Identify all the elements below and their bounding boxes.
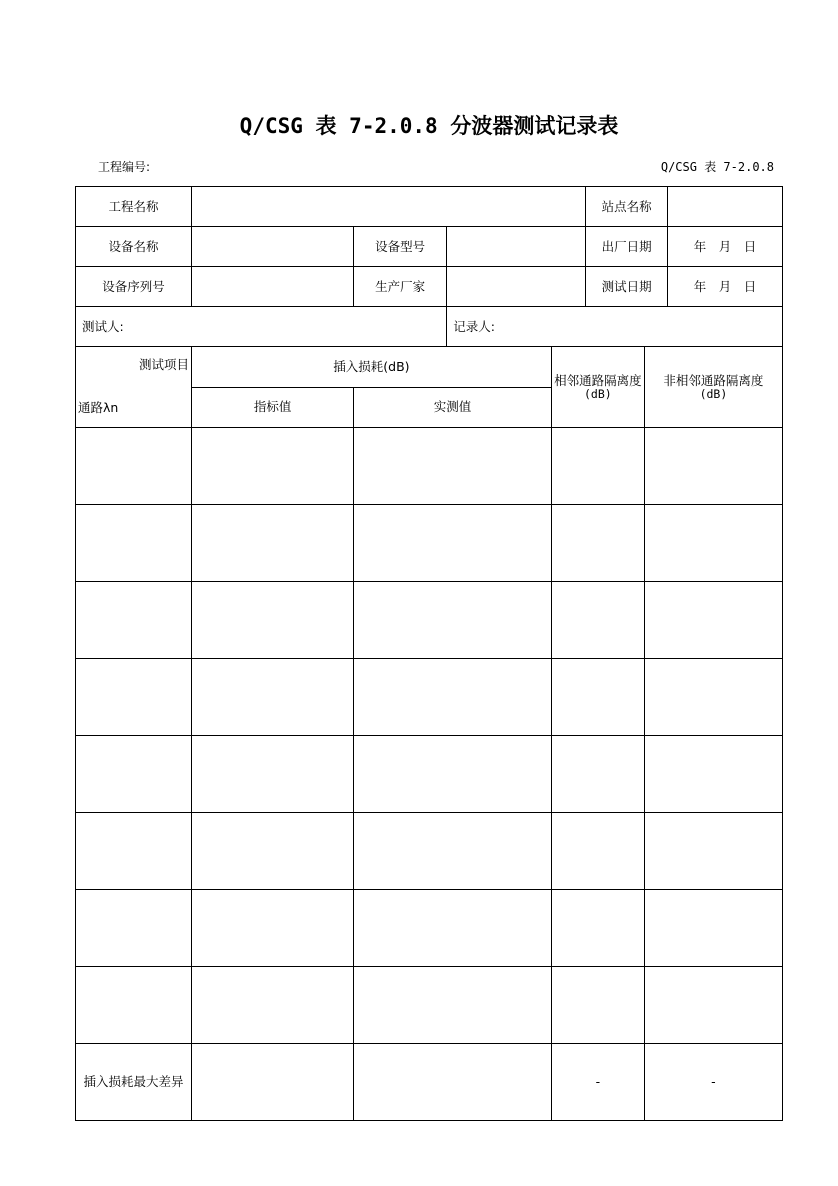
project-name-field[interactable] bbox=[192, 187, 586, 227]
channel-cell[interactable] bbox=[76, 582, 192, 659]
project-number-label: 工程编号: bbox=[98, 160, 151, 174]
manufacturer-field[interactable] bbox=[447, 267, 586, 307]
channel-cell[interactable] bbox=[76, 736, 192, 813]
form-code: Q/CSG 表 7-2.0.8 bbox=[660, 160, 774, 174]
record-table bbox=[75, 186, 783, 1121]
manufacturer-label: 生产厂家 bbox=[354, 267, 447, 307]
non-adjacent-isolation-header bbox=[644, 347, 782, 428]
adjacent-isolation-header bbox=[551, 347, 644, 428]
adjacent-isolation-cell[interactable] bbox=[551, 428, 644, 505]
summary-spec-cell[interactable] bbox=[192, 1044, 354, 1121]
measured-cell[interactable] bbox=[354, 736, 552, 813]
data-row bbox=[76, 890, 783, 967]
measured-cell[interactable] bbox=[354, 967, 552, 1044]
equipment-model-label: 设备型号 bbox=[354, 227, 447, 267]
non-adjacent-isolation-title: 非相邻通路隔离度 bbox=[663, 372, 764, 388]
channel-cell[interactable] bbox=[76, 428, 192, 505]
summary-label: 插入损耗最大差异 bbox=[76, 1044, 192, 1121]
spec-cell[interactable] bbox=[192, 890, 354, 967]
data-row bbox=[76, 967, 783, 1044]
measured-cell[interactable] bbox=[354, 582, 552, 659]
project-name-label: 工程名称 bbox=[76, 187, 192, 227]
non-adjacent-isolation-cell[interactable] bbox=[644, 967, 782, 1044]
insertion-loss-header: 插入损耗(dB) bbox=[192, 347, 552, 388]
data-row bbox=[76, 813, 783, 890]
non-adjacent-isolation-cell[interactable] bbox=[644, 736, 782, 813]
document-title: Q/CSG 表 7-2.0.8 分波器测试记录表 bbox=[239, 114, 619, 138]
spec-cell[interactable] bbox=[192, 582, 354, 659]
serial-number-label: 设备序列号 bbox=[76, 267, 192, 307]
channel-cell[interactable] bbox=[76, 967, 192, 1044]
diagonal-header-cell bbox=[76, 347, 192, 428]
adjacent-isolation-cell[interactable] bbox=[551, 813, 644, 890]
measured-cell[interactable] bbox=[354, 659, 552, 736]
non-adjacent-isolation-cell[interactable] bbox=[644, 428, 782, 505]
non-adjacent-isolation-cell[interactable] bbox=[644, 659, 782, 736]
data-row bbox=[76, 736, 783, 813]
non-adjacent-isolation-unit: (dB) bbox=[699, 386, 728, 401]
spec-cell[interactable] bbox=[192, 736, 354, 813]
adjacent-isolation-cell[interactable] bbox=[551, 659, 644, 736]
data-row bbox=[76, 659, 783, 736]
adjacent-isolation-cell[interactable] bbox=[551, 736, 644, 813]
non-adjacent-isolation-cell[interactable] bbox=[644, 890, 782, 967]
summary-measured-cell[interactable] bbox=[354, 1044, 552, 1121]
adjacent-isolation-cell[interactable] bbox=[551, 582, 644, 659]
equipment-model-field[interactable] bbox=[447, 227, 586, 267]
non-adjacent-isolation-cell[interactable] bbox=[644, 813, 782, 890]
adjacent-isolation-title: 相邻通路隔离度 bbox=[554, 372, 642, 388]
test-date-label: 测试日期 bbox=[586, 267, 668, 307]
spec-cell[interactable] bbox=[192, 967, 354, 1044]
site-name-label: 站点名称 bbox=[586, 187, 668, 227]
tester-field[interactable]: 测试人: bbox=[76, 307, 447, 347]
test-date-field[interactable]: 年 月 日 bbox=[667, 267, 782, 307]
adjacent-isolation-cell[interactable] bbox=[551, 505, 644, 582]
channel-cell[interactable] bbox=[76, 813, 192, 890]
site-name-field[interactable] bbox=[667, 187, 782, 227]
factory-date-label: 出厂日期 bbox=[586, 227, 668, 267]
recorder-field[interactable]: 记录人: bbox=[447, 307, 783, 347]
serial-number-field[interactable] bbox=[192, 267, 354, 307]
adjacent-isolation-cell[interactable] bbox=[551, 967, 644, 1044]
measured-value-header: 实测值 bbox=[354, 387, 552, 428]
channel-cell[interactable] bbox=[76, 659, 192, 736]
data-row bbox=[76, 582, 783, 659]
measured-cell[interactable] bbox=[354, 428, 552, 505]
non-adjacent-isolation-cell[interactable] bbox=[644, 505, 782, 582]
spec-cell[interactable] bbox=[192, 428, 354, 505]
spec-cell[interactable] bbox=[192, 659, 354, 736]
factory-date-field[interactable]: 年 月 日 bbox=[667, 227, 782, 267]
summary-adjacent-cell: - bbox=[551, 1044, 644, 1121]
measured-cell[interactable] bbox=[354, 890, 552, 967]
summary-non-adjacent-cell: - bbox=[644, 1044, 782, 1121]
equipment-name-field[interactable] bbox=[192, 227, 354, 267]
measured-cell[interactable] bbox=[354, 813, 552, 890]
non-adjacent-isolation-cell[interactable] bbox=[644, 582, 782, 659]
spec-cell[interactable] bbox=[192, 505, 354, 582]
data-row bbox=[76, 428, 783, 505]
channel-header: 通路λn bbox=[78, 400, 119, 416]
equipment-name-label: 设备名称 bbox=[76, 227, 192, 267]
measured-cell[interactable] bbox=[354, 505, 552, 582]
adjacent-isolation-cell[interactable] bbox=[551, 890, 644, 967]
channel-cell[interactable] bbox=[76, 505, 192, 582]
channel-cell[interactable] bbox=[76, 890, 192, 967]
spec-value-header: 指标值 bbox=[192, 387, 354, 428]
adjacent-isolation-unit: (dB) bbox=[583, 386, 612, 401]
spec-cell[interactable] bbox=[192, 813, 354, 890]
data-row bbox=[76, 505, 783, 582]
test-item-header: 测试项目 bbox=[139, 357, 190, 372]
